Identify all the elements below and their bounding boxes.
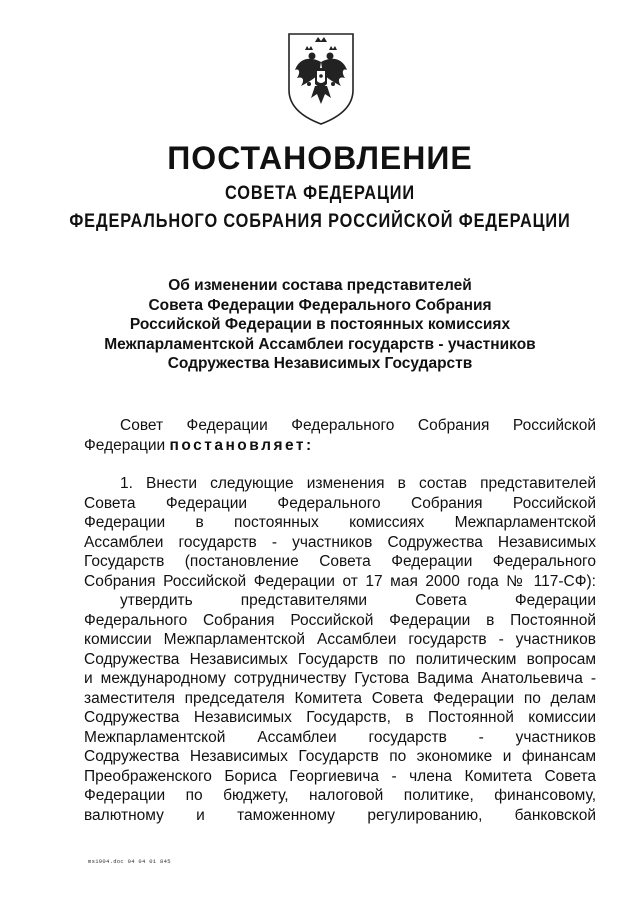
item-line: Совета Федерации Федерального Собрания Российской: [84, 494, 596, 512]
document-footer-code: ms1904.doc 04 04 01 845: [88, 858, 171, 865]
item-line: Содружества Независимых Государств по политическим вопросам: [84, 650, 596, 668]
issuer-name-line-1: СОВЕТА ФЕДЕРАЦИИ: [225, 183, 415, 204]
item-line: утвердить представителями Совета Федерации: [120, 592, 596, 609]
preamble-prefix: Федерации: [84, 436, 166, 454]
coat-of-arms-emblem-icon: [285, 28, 357, 128]
preamble-paragraph: [84, 416, 596, 455]
subject-line: Межпарламентской Ассамблеи государств - участников: [104, 335, 536, 353]
item-line: Содружества Независимых Государств, в Постоянной комиссии: [84, 709, 596, 726]
item-line: Федерации в постоянных комиссиях Межпарламентской: [84, 514, 596, 531]
preamble-decree-word: постановляет:: [169, 436, 314, 454]
item-line: валютному и таможенному регулированию, банковской: [84, 806, 596, 824]
item-line: заместителя председателя Комитета Совета Федерации по делам: [84, 689, 596, 707]
preamble-line: Совет Федерации Федерального Собрания Российской: [120, 417, 596, 434]
item-line: Межпарламентской Ассамблеи государств - участников: [84, 728, 596, 746]
resolution-subject: [0, 276, 640, 374]
item-line: Государств (постановление Совета Федерации Федерального: [84, 553, 596, 570]
item-1-paragraph: [84, 474, 596, 825]
item-line: Собрания Российской Федерации от 17 мая 2000 года № 117-СФ):: [84, 572, 596, 590]
item-line: Преображенского Бориса Георгиевича - члена Комитета Совета: [84, 767, 596, 785]
item-line: комиссии Межпарламентской Ассамблеи государств - участников: [84, 631, 596, 648]
subject-line: Содружества Независимых Государств: [167, 355, 473, 372]
issuer-name-line-2: ФЕДЕРАЛЬНОГО СОБРАНИЯ РОССИЙСКОЙ ФЕДЕРАЦИИ: [69, 211, 571, 232]
item-line: Содружества Независимых Государств по экономике и финансам: [84, 748, 596, 765]
item-line: Федерального Собрания Российской Федерации в Постоянной: [84, 611, 596, 629]
item-line: 1. Внести следующие изменения в состав представителей: [120, 475, 596, 492]
subject-line: Российской Федерации в постоянных комиссиях: [129, 316, 511, 333]
item-line: Ассамблеи государств - участников Содружества Независимых: [84, 533, 596, 551]
item-line: Федерации по бюджету, налоговой политике, финансовому,: [84, 787, 596, 804]
item-line: и международному сотрудничеству Густова Вадима Анатольевича -: [84, 670, 596, 687]
subject-line: Совета Федерации Федерального Собрания: [148, 296, 492, 314]
preamble-line: [84, 436, 596, 456]
document-type-title: ПОСТАНОВЛЕНИЕ: [167, 140, 473, 176]
subject-line: Об изменении состава представителей: [168, 277, 472, 294]
